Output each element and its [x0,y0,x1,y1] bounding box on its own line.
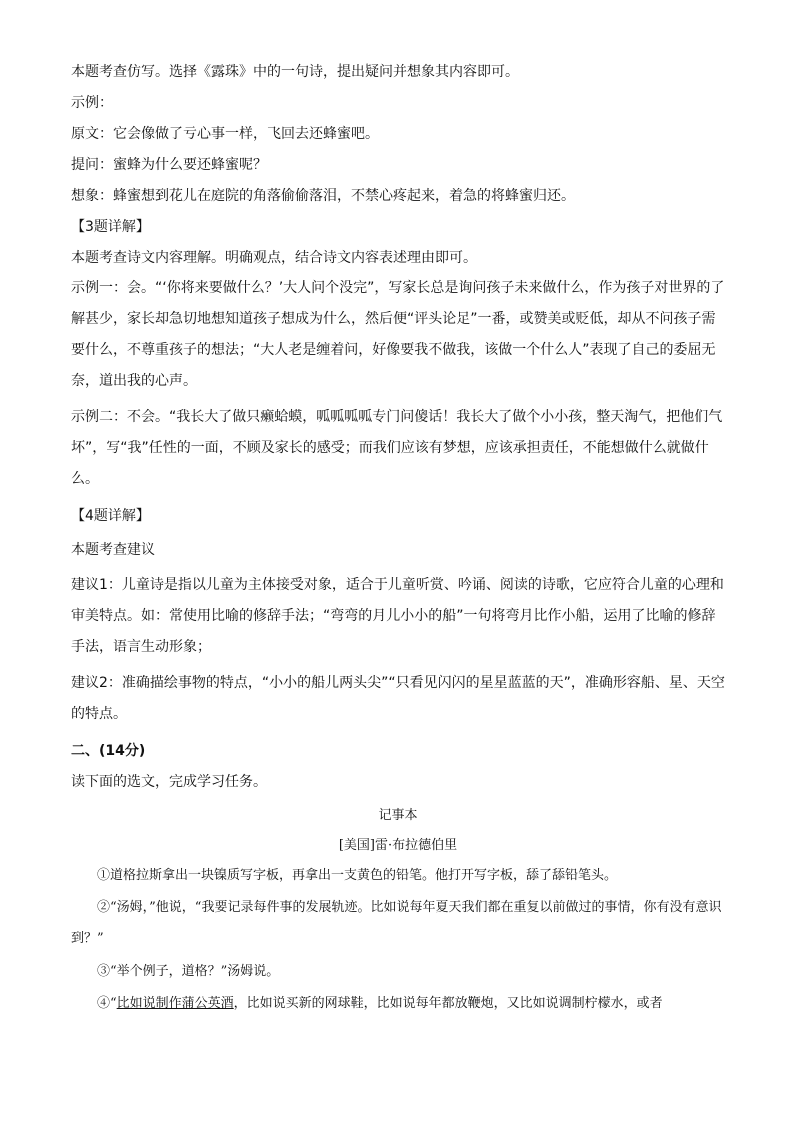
story-author: [美国]雷·布拉德伯里 [338,838,458,853]
document-page [71,62,725,1014]
story-paragraph-1: ①道格拉斯拿出一块镍质写字板，再拿出一支黄色的铅笔。他打开写字板，舔了舔铅笔头。 [97,868,618,883]
q3-intro: 本题考查诗文内容理解。明确观点，结合诗文内容表述理由即可。 [71,250,477,266]
q4-suggestion-2: 建议2：准确描绘事物的特点，“小小的船儿两头尖”“只看见闪闪的星星蓝蓝的天”，准确形容船、星、天空的特点。 [71,675,725,722]
q2-example-label: 示例： [71,95,113,111]
story-paragraph-2: ②“汤姆，”他说，“我要记录每件事的发展轨迹。比如说每年夏天我们都在重复以前做过的事情，你有没有意识到？” [71,900,722,946]
q3-example-1: 示例一：会。“‘你将来要做什么？’大人问个没完”，写家长总是询问孩子未来做什么，作为孩子对世界的了解甚少，家长却急切地想知道孩子想成为什么，然后便“评头论足”一番，或赞美或贬低，却从不问孩子需要什么，不尊重孩子的想法；“大人老是缠着问，好像要我不做我，该做一个什么人”表现了自己的委屈无奈，道出我的心声。 [71,280,725,389]
section-2-heading: 二、(14分) [71,743,146,759]
q2-original: 原文：它会像做了亏心事一样，飞回去还蜂蜜吧。 [71,126,379,142]
q2-imagine: 想象：蜂蜜想到花儿在庭院的角落偷偷落泪，不禁心疼起来，着急的将蜂蜜归还。 [71,188,575,204]
q4-intro: 本题考查建议 [71,542,155,558]
story-p4-open: ④“ [97,996,117,1011]
story-p4-rest: ，比如说买新的网球鞋，比如说每年都放鞭炮，又比如说调制柠檬水，或者 [233,996,663,1011]
q4-suggestion-1: 建议1：儿童诗是指以儿童为主体接受对象，适合于儿童听赏、吟诵、阅读的诗歌，它应符合儿童的心理和审美特点。如：常使用比喻的修辞手法；“弯弯的月儿小小的船”一句将弯月比作小船，运用了比喻的修辞手法，语言生动形象； [71,577,724,655]
q3-heading: 【3题详解】 [71,219,150,235]
q4-heading: 【4题详解】 [71,508,150,524]
story-paragraph-4 [71,994,725,1014]
story-paragraph-3: ③“举个例子，道格？”汤姆说。 [97,964,280,979]
q2-question: 提问：蜜蜂为什么要还蜂蜜呢？ [71,157,267,173]
story-title: 记事本 [378,808,418,823]
section-2-instruction: 读下面的选文，完成学习任务。 [71,774,267,790]
story-p4-underlined: 比如说制作蒲公英酒 [116,996,234,1011]
q3-example-2: 示例二：不会。“我长大了做只癞蛤蟆，呱呱呱呱专门问傻话！我长大了做个小小孩，整天淘气，把他们气坏”，写“我”任性的一面，不顾及家长的感受；而我们应该有梦想，应该承担责任，不能想做什么就做什么。 [71,409,723,487]
q2-intro: 本题考查仿写。选择《露珠》中的一句诗，提出疑问并想象其内容即可。 [71,64,519,80]
